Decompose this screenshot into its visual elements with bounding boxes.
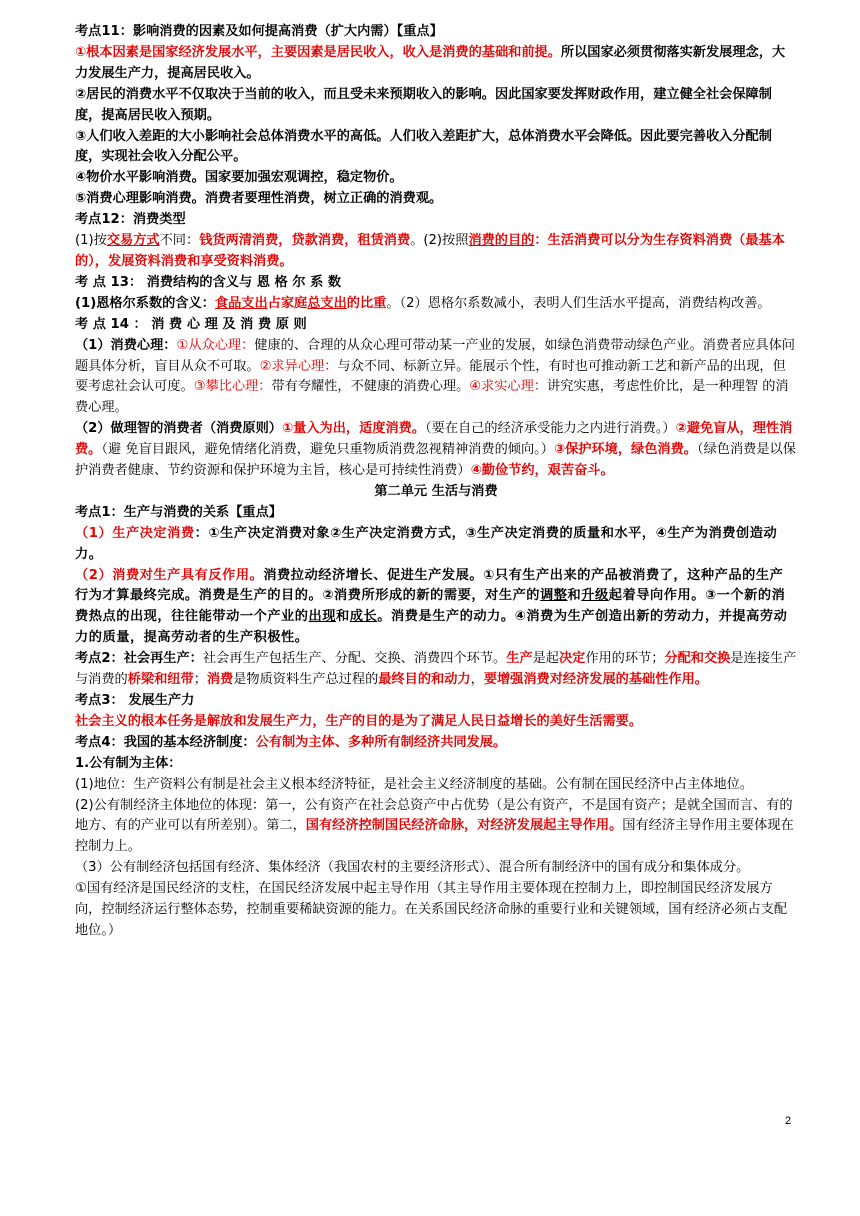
text-run: 钱货两清消费，贷款消费，租赁消费 [199, 233, 411, 249]
text-run: （1）生产决定消费 [75, 525, 195, 541]
text-run: 考 点 13： 消费结构的含义与 恩 格 尔 系 数 [75, 274, 342, 290]
paragraph-7 [75, 231, 797, 273]
text-run: 消费 [206, 672, 234, 688]
text-run: 讲究实惠，考虑性价比，是一种理智 的消费心理。 [75, 379, 789, 416]
text-run: ②避免盲从，理性消费。 [75, 421, 793, 458]
text-run: 消费拉动经济增长、促进生产发展。①只有生产出来的产品被消费了，这种产品的生产行为才算最终完成。消费是生产的目的。②消费所形成的新的需要，对生产的 [75, 567, 784, 604]
text-run: 社会再生产包括生产、分配、交换、消费四个环节。 [202, 651, 507, 667]
paragraph-6 [75, 210, 797, 231]
text-run: ②求异心理： [259, 358, 338, 374]
paragraph-15 [75, 524, 797, 566]
text-run: ④求实心理： [469, 379, 548, 395]
paragraph-3 [75, 127, 797, 169]
text-run: ③保护环境，绿色消费。 [553, 442, 697, 458]
text-run: （2）消费对生产具有反作用。 [75, 567, 264, 583]
text-run: 要增强消费对经济发展的基础性作用。 [483, 672, 708, 688]
paragraph-20 [75, 733, 797, 754]
paragraph-1 [75, 43, 797, 85]
paragraph-21 [75, 754, 797, 775]
paragraph-5 [75, 189, 797, 210]
text-run: 。(2)按照 [410, 233, 469, 249]
text-run: 第二单元 生活与消费 [374, 483, 498, 499]
paragraph-4 [75, 168, 797, 189]
text-run: 国有经济控制国民经济命脉，对经济发展起主导作用。 [305, 818, 623, 834]
text-run: 生产 [506, 651, 533, 667]
text-run: 和 [567, 588, 582, 604]
text-run: 升级 [581, 588, 609, 604]
text-run: 是起 [532, 651, 559, 667]
text-run: （1）消费心理： [75, 337, 177, 353]
paragraph-13 [75, 482, 797, 503]
text-run: ⑤消费心理影响消费。消费者要理性消费，树立正确的消费观。 [75, 191, 443, 207]
paragraph-23 [75, 796, 797, 859]
text-run: 出现 [308, 609, 337, 625]
text-run: 带有夸耀性，不健康的消费心理。 [271, 379, 470, 395]
text-run: 公有制为主体、多种所有制经济共同发展。 [255, 734, 507, 750]
paragraph-25 [75, 879, 797, 942]
text-run: （3）公有制经济包括国有经济、集体经济（我国农村的主要经济形式）、混合所有制经济中的国有成分和集体成分。 [75, 860, 750, 876]
paragraph-19 [75, 712, 797, 733]
text-run: ①根本因素是国家经济发展水平，主要因素是居民收入，收入是消费的基础和前提。 [75, 44, 561, 60]
text-run: 考点2：社会再生产： [75, 651, 203, 667]
text-run: 总支出 [307, 295, 347, 311]
paragraph-9 [75, 294, 797, 315]
text-run: 考点12：消费类型 [75, 212, 186, 228]
paragraph-22 [75, 775, 797, 796]
text-run: 起着导向作用。③一个新的消费热点的出现，往往能带动一个产业的 [75, 588, 786, 625]
text-run: 所以国家必须贯彻落实新发展理念，大力发展生产力，提高居民收入。 [75, 44, 786, 81]
text-run: ②居民的消费水平不仅取决于当前的收入，而且受未来预期收入的影响。因此国家要发挥财政作用，建立健全社会保障制度，提高居民收入预期。 [75, 86, 772, 123]
text-run: ：生活消费可以分为生存资料消费（最基本的），发展资料消费和享受资料消费。 [75, 233, 785, 269]
text-run: 最终目的和动力 [378, 672, 471, 688]
text-run: 。消费是生产的动力。④消费为生产创造出新的劳动力，并提高劳动力的质量，提高劳动者的生产积极性。 [75, 609, 788, 646]
text-run: 与众不同、标新立异。能展示个性，有时也可推动新工艺和新产品的出现，但要考虑社会认可度。 [75, 358, 786, 395]
paragraph-24 [75, 858, 797, 879]
text-run: 分配和交换 [664, 651, 731, 667]
text-run: 作用的环节； [585, 651, 665, 667]
paragraph-10 [75, 315, 797, 336]
text-run: 考点4：我国的基本经济制度： [75, 734, 256, 750]
text-run: 。（2）恩格尔系数减小，表明人们生活水平提高，消费结构改善。 [386, 295, 771, 311]
text-run: 食品支出 [214, 295, 268, 311]
text-run: 是连接生产与消费的 [75, 651, 797, 688]
text-run: ①国有经济是国民经济的支柱，在国民经济发展中起主导作用（其主导作用主要体现在控制力上，即控制国民经济发展方向，控制经济运行整体态势，控制重要稀缺资源的能力。在关系国民经济命脉的重要行业和关键领域，国有经济必须占支配地位。） [75, 881, 788, 938]
text-run: ； [193, 672, 207, 688]
text-run: ④物价水平影响消费。国家要加强宏观调控，稳定物价。 [75, 170, 403, 186]
paragraph-16 [75, 566, 797, 650]
text-run: 考点1：生产与消费的关系【重点】 [75, 504, 282, 520]
text-run: ③攀比心理： [193, 379, 272, 395]
text-run: 考 点 14 ： 消 费 心 理 及 消 费 原 则 [75, 316, 307, 332]
text-run: ：①生产决定消费对象②生产决定消费方式，③生产决定消费的质量和水平，④生产为消费创造动力。 [75, 525, 778, 562]
text-run: 决定 [558, 651, 586, 667]
text-run: (1)恩格尔系数的含义： [75, 295, 215, 311]
text-run: 不同： [159, 233, 200, 249]
paragraph-12 [75, 419, 797, 482]
text-run: 和 [336, 609, 350, 625]
text-run: 消费的目的 [468, 233, 535, 249]
text-run: 调整 [540, 588, 568, 604]
text-run: 国有经济主导作用主要体现在控制力上。 [75, 818, 794, 855]
text-run: 占家庭 [267, 295, 308, 311]
paragraph-11 [75, 336, 797, 420]
text-run: 是物质资料生产总过程的 [233, 672, 379, 688]
paragraph-2 [75, 85, 797, 127]
text-run: 1.公有制为主体： [75, 755, 182, 771]
paragraph-17 [75, 649, 797, 691]
text-run: ①量入为出，适度消费。 [282, 421, 426, 437]
page-number: 2 [785, 1115, 792, 1127]
text-run: 交易方式 [106, 233, 160, 249]
text-run: 考点3： 发展生产力 [75, 693, 195, 708]
paragraph-8 [75, 273, 797, 294]
text-run: ④勤俭节约，艰苦奋斗。 [470, 463, 614, 479]
text-run: (1)地位：生产资料公有制是社会主义根本经济特征，是社会主义经济制度的基础。公有制在国民经济中占主体地位。 [75, 776, 754, 792]
text-run: (1)按 [75, 233, 107, 249]
text-run: 的比重 [346, 295, 387, 311]
text-run: （绿色消费是以保护消费者健康、节约资源和保护环境为主旨，核心是可持续性消费） [75, 442, 796, 479]
text-run: （避 免盲目跟风，避免情绪化消费，避免只重物质消费忽视精神消费的倾向。） [101, 442, 554, 458]
paragraph-14 [75, 503, 797, 524]
text-run: （要在自己的经济承受能力之内进行消费。） [425, 421, 676, 437]
paragraph-0 [75, 22, 797, 43]
text-run: 考点11：影响消费的因素及如何提高消费（扩大内需）【重点】 [75, 24, 443, 39]
text-run: ③人们收入差距的大小影响社会总体消费水平的高低。人们收入差距扩大，总体消费水平会降低。因此要完善收入分配制度，实现社会收入分配公平。 [75, 128, 772, 165]
text-run: ①从众心理： [176, 337, 255, 353]
text-run: (2)公有制经济主体地位的体现：第一，公有资产在社会总资产中占优势（是公有资产，不是国有资产；是就全国而言、有的地方、有的产业可以有所差别）。第二， [75, 797, 793, 834]
document-page [75, 22, 797, 942]
text-run: 健康的、合理的从众心理可带动某一产业的发展，如绿色消费带动绿色产业。消费者应具体问题具体分析，盲目从众不可取。 [75, 337, 795, 374]
text-run: （2）做理智的消费者（消费原则） [75, 421, 282, 437]
text-run: 桥梁和纽带 [127, 672, 194, 688]
text-run: 社会主义的根本任务是解放和发展生产力，生产的目的是为了满足人民日益增长的美好生活需要。 [75, 713, 643, 729]
text-run: 成长 [349, 609, 378, 625]
paragraph-18 [75, 691, 797, 712]
text-run: ， [470, 672, 484, 688]
